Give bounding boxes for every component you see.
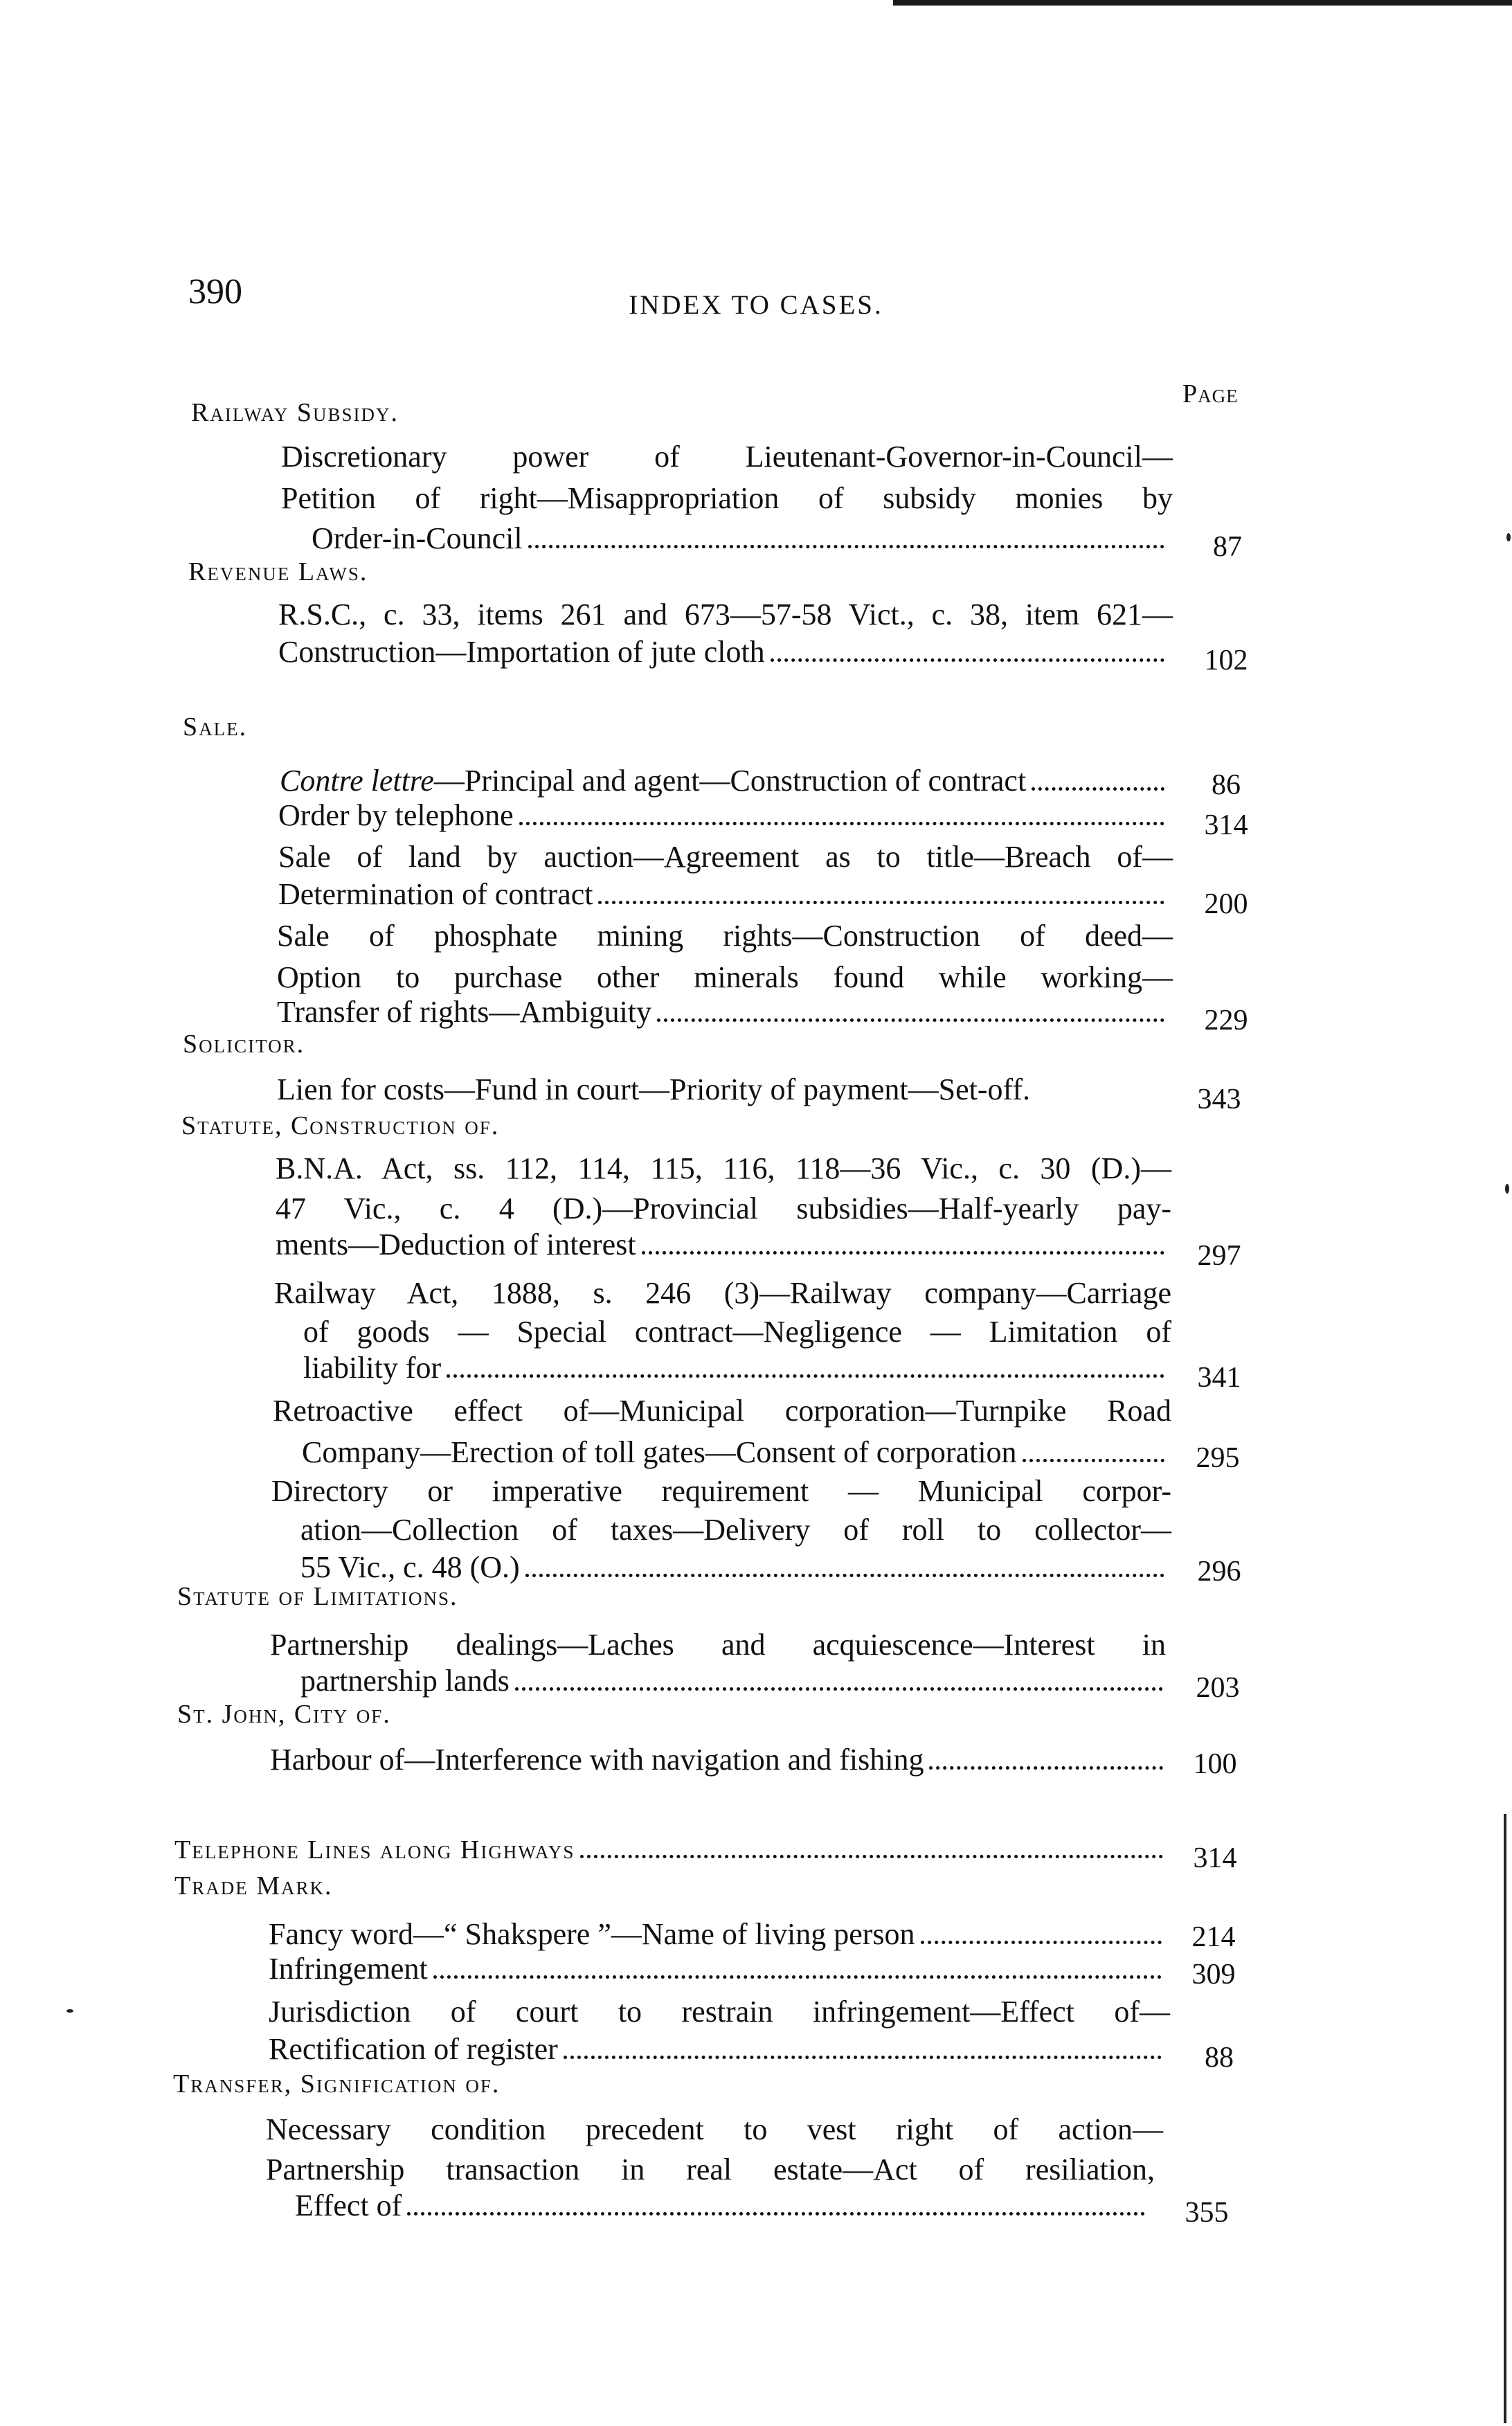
- leader-dots: [525, 1574, 1164, 1577]
- page-column-label: Page: [1182, 379, 1239, 408]
- entry-heading: Solicitor.: [183, 1030, 305, 1059]
- page-right-edge: [1504, 1814, 1506, 2423]
- leader-dots: [433, 1975, 1162, 1979]
- entry-text: Order-in-Council: [312, 521, 523, 555]
- leader-dots: [929, 1766, 1163, 1770]
- page-ref: 87: [1213, 531, 1242, 563]
- page-ref: 309: [1191, 1959, 1236, 1991]
- page-ref: 100: [1193, 1748, 1237, 1780]
- page-ref: 341: [1197, 1362, 1241, 1394]
- scan-speck: [1505, 1184, 1509, 1194]
- entry-text: liability for: [303, 1351, 442, 1385]
- entry-line: Directory or imperative requirement — Municipal corpor-: [271, 1474, 1171, 1508]
- entry-line: [276, 1224, 1169, 1266]
- running-title: INDEX TO CASES.: [629, 290, 883, 320]
- entry-line: [270, 1739, 1167, 1781]
- page-ref: 203: [1196, 1672, 1240, 1704]
- entry-line: Discretionary power of Lieutenant-Governor-in-Council—: [281, 440, 1173, 474]
- leader-dots: [528, 545, 1164, 548]
- entry-line: [269, 1948, 1166, 1990]
- leader-dots: [564, 2056, 1162, 2059]
- page-ref: 355: [1185, 2197, 1229, 2229]
- entry-line: [174, 1829, 1167, 1871]
- leader-dots: [598, 901, 1164, 904]
- entry-heading: St. John, City of.: [177, 1700, 391, 1729]
- page-ref: 296: [1197, 1556, 1241, 1588]
- entry-heading: Trade Mark.: [174, 1871, 333, 1901]
- entry-text: Rectification of register: [269, 2032, 558, 2066]
- page-ref: 88: [1205, 2042, 1234, 2074]
- entry-text: Transfer of rights—Ambiguity: [277, 995, 652, 1029]
- entry-line: Option to purchase other minerals found while working—: [277, 960, 1173, 994]
- entry-line: [277, 991, 1169, 1033]
- page-ref: 214: [1191, 1921, 1236, 1953]
- entry-text: partnership lands: [300, 1664, 510, 1698]
- entry-line: [278, 874, 1169, 915]
- entry-line: [278, 795, 1169, 836]
- page-ref: 295: [1196, 1442, 1240, 1474]
- leader-dots: [771, 658, 1164, 662]
- leader-dots: [657, 1018, 1164, 1022]
- entry-heading: Telephone Lines along Highways: [174, 1835, 575, 1865]
- page-ref: 314: [1204, 809, 1248, 841]
- leader-dots: [519, 822, 1164, 825]
- entry-text: —Principal and agent—Construction of contract: [433, 764, 1027, 798]
- page-number: 390: [188, 272, 242, 312]
- entry-text: Fancy word—“ Shakspere ”—Name of living person: [269, 1917, 915, 1951]
- entry-line: ation—Collection of taxes—Delivery of roll to collector—: [300, 1513, 1171, 1547]
- leader-dots: [921, 1941, 1162, 1944]
- entry-heading: Transfer, Signification of.: [173, 2069, 501, 2099]
- entry-line: Retroactive effect of—Municipal corporation—Turnpike Road: [273, 1394, 1171, 1428]
- page-top-edge: [893, 0, 1512, 6]
- leader-dots: [407, 2212, 1145, 2216]
- entry-line: Partnership dealings—Laches and acquiescence—Interest in: [270, 1628, 1166, 1662]
- entry-heading: Railway Subsidy.: [191, 398, 399, 427]
- entry-line: B.N.A. Act, ss. 112, 114, 115, 116, 118—36 Vic., c. 30 (D.)—: [276, 1151, 1171, 1185]
- entry-line: of goods — Special contract—Negligence — Limitation of: [303, 1315, 1171, 1349]
- leader-dots: [447, 1374, 1164, 1378]
- entry-line: [312, 518, 1169, 559]
- leader-dots: [580, 1855, 1163, 1858]
- entry-line: 47 Vic., c. 4 (D.)—Provincial subsidies—Half-yearly pay-: [276, 1192, 1171, 1225]
- entry-heading: Statute of Limitations.: [177, 1582, 458, 1611]
- entry-line: Necessary condition precedent to vest right of action—: [266, 2112, 1163, 2146]
- entry-line: Sale of phosphate mining rights—Construction of deed—: [277, 919, 1173, 953]
- entry-heading: Sale.: [183, 712, 248, 742]
- entry-line: Partnership transaction in real estate—Act of resiliation,: [266, 2153, 1155, 2186]
- page-ref: 297: [1197, 1240, 1241, 1272]
- entry-line: [302, 1432, 1169, 1473]
- entry-line: Lien for costs—Fund in court—Priority of payment—Set-off.: [277, 1072, 1031, 1106]
- entry-text: Company—Erection of toll gates—Consent of corporation: [302, 1435, 1017, 1469]
- entry-text: Effect of: [295, 2189, 402, 2222]
- entry-line: Railway Act, 1888, s. 246 (3)—Railway company—Carriage: [274, 1276, 1171, 1310]
- entry-text: 55 Vic., c. 48 (O.): [300, 1550, 520, 1584]
- entry-heading: Statute, Construction of.: [181, 1111, 500, 1140]
- leader-dots: [515, 1687, 1163, 1691]
- leader-dots: [1032, 787, 1164, 791]
- entry-line: Petition of right—Misappropriation of subsidy monies by: [281, 481, 1173, 515]
- entry-line: [295, 2185, 1149, 2227]
- entry-text: Infringement: [269, 1952, 428, 1986]
- entry-italic-text: Contre lettre: [280, 764, 434, 798]
- entry-line: [300, 1660, 1167, 1702]
- entry-text: ments—Deduction of interest: [276, 1228, 636, 1261]
- page-ref: 102: [1204, 645, 1248, 676]
- entry-line: Jurisdiction of court to restrain infringement—Effect of—: [269, 1995, 1170, 2029]
- entry-line: [278, 631, 1169, 673]
- scan-speck: [66, 2009, 73, 2013]
- scan-speck: [1506, 533, 1511, 541]
- entry-line: R.S.C., c. 33, items 261 and 673—57-58 Vict., c. 38, item 621—: [278, 597, 1173, 631]
- page-ref: 86: [1212, 769, 1241, 801]
- entry-text: Determination of contract: [278, 877, 593, 911]
- leader-dots: [642, 1251, 1164, 1255]
- entry-line: Sale of land by auction—Agreement as to title—Breach of—: [278, 840, 1173, 874]
- page-ref: 229: [1204, 1005, 1248, 1036]
- entry-line: [303, 1347, 1169, 1389]
- entry-heading: Revenue Laws.: [188, 557, 368, 586]
- page-ref: 343: [1197, 1084, 1241, 1115]
- entry-text: Order by telephone: [278, 798, 514, 832]
- page-ref: 200: [1204, 888, 1248, 920]
- page-ref: 314: [1193, 1842, 1237, 1874]
- leader-dots: [1023, 1459, 1164, 1462]
- entry-text: Construction—Importation of jute cloth: [278, 635, 765, 669]
- entry-text: Harbour of—Interference with navigation and fishing: [270, 1743, 924, 1777]
